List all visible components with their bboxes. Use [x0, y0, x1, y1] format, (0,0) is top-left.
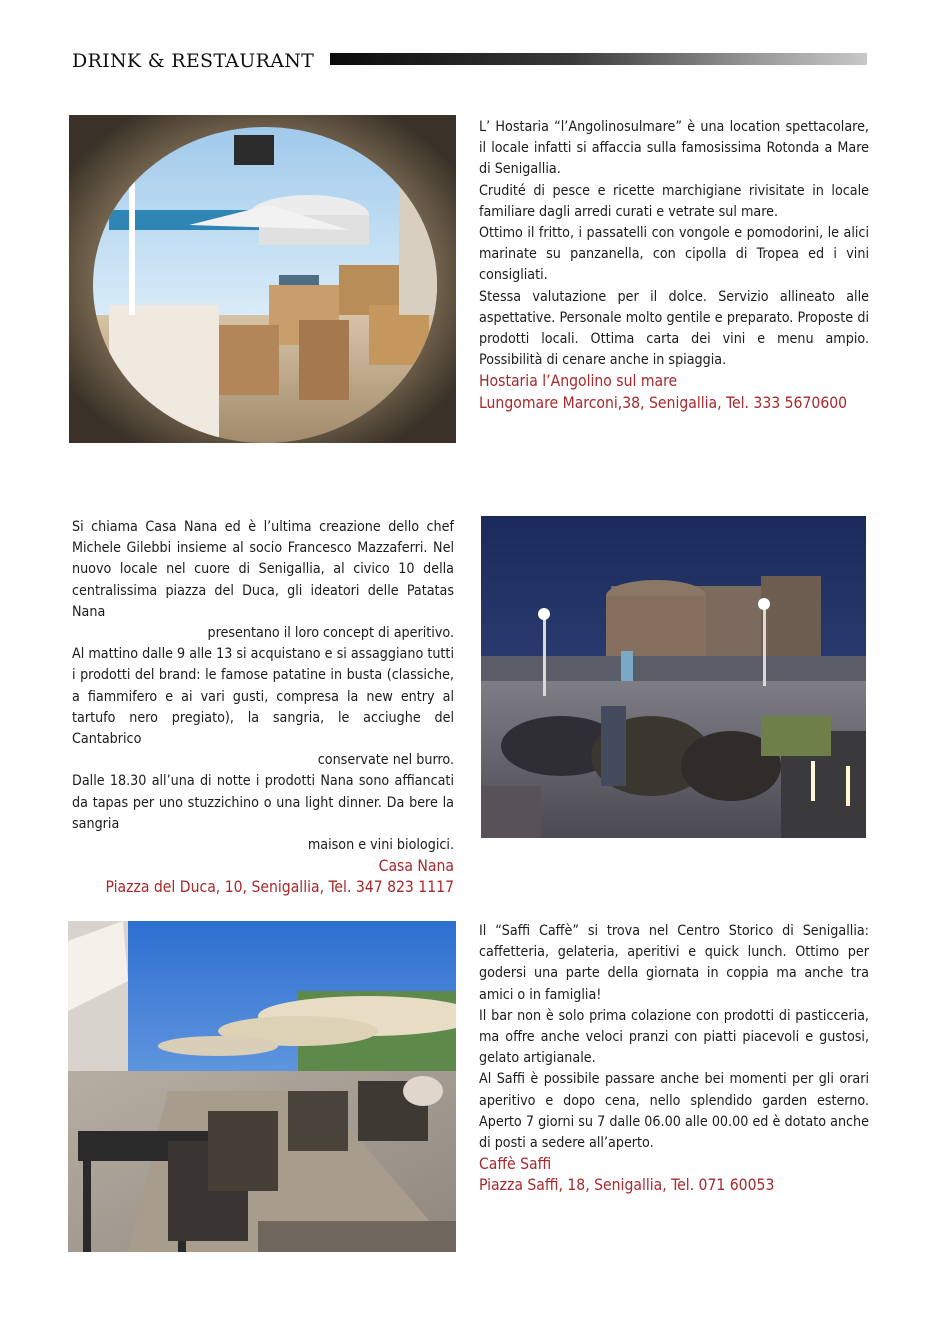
paragraph: conservate nel burro.: [317, 752, 454, 769]
restaurant-porthole-photo: [69, 115, 456, 443]
paragraph: maison e vini biologici.: [307, 837, 454, 854]
paragraph: Dalle 18.30 all’una di notte i prodotti Nana sono affiancati da tapas per uno stuzzichino o una light dinner. Da bere la sangria: [72, 773, 454, 832]
paragraph: Ottimo il fritto, i passatelli con vongole e pomodorini, le alici marinate su panzanella, con cipolla di Tropea ed i vini consigliati.: [479, 225, 869, 284]
section-title: DRINK & RESTAURANT: [72, 50, 315, 72]
hostaria-description: [479, 117, 869, 414]
header-gradient-bar: [330, 53, 867, 65]
paragraph: Il bar non è solo prima colazione con prodotti di pasticceria, ma offre anche veloci pranzi con piatti piacevoli e gustosi, gelato artigianale.: [479, 1007, 869, 1067]
venue-address: Lungomare Marconi,38, Senigallia, Tel. 333 5670600: [479, 393, 848, 412]
venue-address: Piazza del Duca, 10, Senigallia, Tel. 347 823 1117: [105, 878, 454, 897]
caffe-saffi-description: [479, 921, 869, 1197]
paragraph: Stessa valutazione per il dolce. Servizio allineato alle aspettative. Personale molto gentile e preparato. Proposte di prodotti locali. Ottima carta dei vini e menu ampio. Possibilità di cenare anche in spiaggia.: [479, 288, 869, 369]
casa-nana-description: [72, 517, 454, 899]
venue-name: Caffè Saffi: [479, 1155, 552, 1174]
paragraph: Il “Saffi Caffè” si trova nel Centro Storico di Senigallia: caffetteria, gelateria, aperitivi e quick lunch. Ottimo per godersi una parte della giornata in coppia ma anche tra amici o in famiglia!: [479, 923, 869, 1003]
paragraph: Al Saffi è possibile passare anche bei momenti per gli orari aperitivo e dopo cena, nello splendido garden esterno. Aperto 7 giorni su 7 dalle 06.00 alle 00.00 ed è dotato anche di posti a sedere all’aperto.: [479, 1071, 869, 1152]
venue-address: Piazza Saffi, 18, Senigallia, Tel. 071 60053: [479, 1176, 775, 1195]
venue-name: Hostaria l’Angolino sul mare: [479, 372, 678, 391]
casa-nana-night-photo: [481, 516, 866, 838]
paragraph: Al mattino dalle 9 alle 13 si acquistano e si assaggiano tutti i prodotti del brand: le famose patatine in busta (classiche, a fiammifero e ai vari gusti, compresa la new entry al tartufo nero pregiato), la sangria, le acciughe del Cantabrico: [72, 646, 454, 748]
caffe-saffi-terrace-photo: [68, 921, 456, 1252]
venue-name: Casa Nana: [378, 857, 454, 876]
paragraph: L’ Hostaria “l’Angolinosulmare” è una location spettacolare, il locale infatti si affaccia sulla famosissima Rotonda a Mare di Senigallia.: [479, 119, 869, 178]
paragraph: presentano il loro concept di aperitivo.: [207, 625, 454, 642]
paragraph: Crudité di pesce e ricette marchigiane rivisitate in locale familiare dagli arredi curati e vetrate sul mare.: [479, 182, 869, 220]
paragraph: Si chiama Casa Nana ed è l’ultima creazione dello chef Michele Gilebbi insieme al socio Francesco Mazzaferri. Nel nuovo locale nel cuore di Senigallia, al civico 10 della centralissima piazza del Duca, gli ideatori delle Patatas Nana: [72, 519, 454, 620]
